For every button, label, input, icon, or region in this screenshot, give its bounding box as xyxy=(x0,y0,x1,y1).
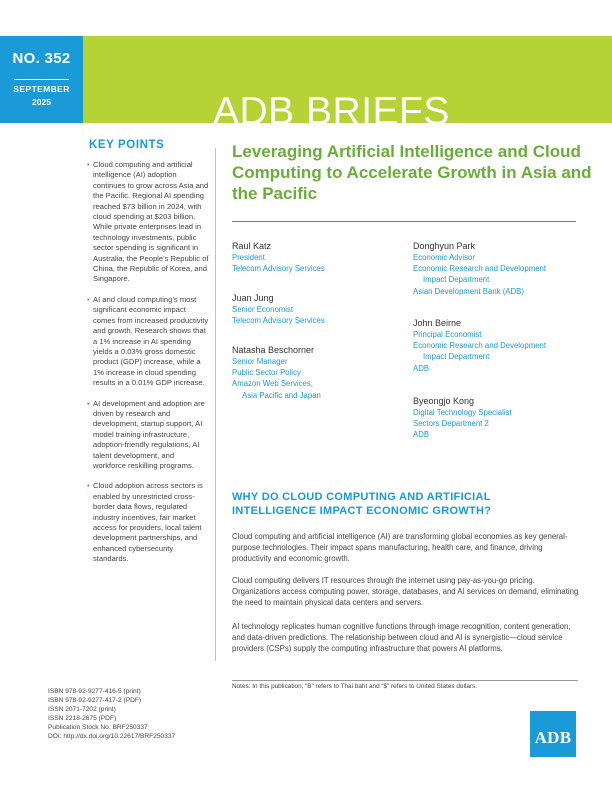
author-title: President xyxy=(232,253,265,262)
key-points-heading: KEY POINTS xyxy=(89,139,165,151)
body-paragraph: Cloud computing and artificial intelligence (AI) are transforming global economies as key general-purpose technologies. Their impact spans manufacturing, health care, and finance, driving productivity and economic growth. xyxy=(232,532,568,563)
issue-divider xyxy=(14,79,69,80)
author-affiliation: Telecom Advisory Services xyxy=(232,264,325,274)
author-affiliation: Asian Development Bank (ADB) xyxy=(413,286,524,296)
author-affiliation: Impact Department xyxy=(423,275,490,285)
stock-number: Publication Stock No. BRF250337 xyxy=(48,723,148,731)
body-paragraph: AI technology replicates human cognitive functions through image recognition, content generation, and data-driven predictions. The relationship between cloud and AI is synergistic—cloud service providers (CSPs) supply the computing infrastructure that powers AI platforms. xyxy=(232,622,571,653)
header-band xyxy=(0,36,612,133)
author-affiliation: Sectors Department 2 xyxy=(413,419,489,429)
author-affiliation: Public Sector Policy xyxy=(232,368,301,378)
author-title: Economic Advisor xyxy=(413,253,475,262)
section-heading: WHY DO CLOUD COMPUTING AND ARTIFICIAL INTELLIGENCE IMPACT ECONOMIC GROWTH? xyxy=(232,491,492,517)
author-block xyxy=(413,317,546,374)
notes-rule xyxy=(232,680,578,681)
author-name: Raul Katz xyxy=(232,241,272,251)
publication-info xyxy=(48,688,218,741)
author-title: Senior Manager xyxy=(232,357,288,366)
author-name: John Beirne xyxy=(413,318,462,328)
author-affiliation: Impact Department xyxy=(423,352,490,362)
author-affiliation: Amazon Web Services, xyxy=(232,379,313,389)
author-affiliation: ADB xyxy=(413,430,430,440)
key-point-item: • Cloud adoption across sectors is enabled by unrestricted cross-border data flows, regulated industry incentives, fair market access for providers, local talent development partnerships, and enhanced cybersecurity standards. xyxy=(87,481,209,564)
body-paragraph: Cloud computing delivers IT resources through the internet using pay-as-you-go pricing. Organizations access computing power, storage, databases, and AI services on demand, eliminating the need to maintain physical data centers and servers. xyxy=(232,576,579,607)
isbn-line: ISBN 978-92-9277-417-2 (PDF) xyxy=(48,696,142,704)
author-title: Digital Technology Specialist xyxy=(413,408,512,417)
author-name: Byeongjo Kong xyxy=(413,396,475,406)
author-block xyxy=(232,240,325,274)
author-block xyxy=(232,344,321,401)
column-divider xyxy=(215,148,216,661)
author-block xyxy=(413,240,546,297)
author-block xyxy=(232,292,325,326)
author-title: Senior Economist xyxy=(232,305,294,314)
key-points-list xyxy=(87,160,209,575)
issn-line: ISSN 2071-7202 (print) xyxy=(48,705,116,713)
author-affiliation: Economic Research and Development xyxy=(413,341,547,351)
issn-line: ISSN 2218-2675 (PDF) xyxy=(48,714,117,722)
author-block xyxy=(413,395,512,441)
issue-month: SEPTEMBER xyxy=(13,84,70,94)
doi-line: DOI: http://dx.doi.org/10.22617/BRF250337 xyxy=(48,732,176,740)
series-title: ADB BRIEFS xyxy=(213,90,450,133)
author-affiliation: Economic Research and Development xyxy=(413,264,547,274)
issue-badge xyxy=(0,36,83,123)
adb-logo xyxy=(530,711,576,757)
author-name: Donghyun Park xyxy=(413,241,476,251)
key-point-item: • AI and cloud computing’s most significant economic impact comes from increased productivity and growth. Research shows that a 1% increase in AI spending yields a 0.03% gross domestic product (GDP) increase, while a 1% increase in cloud spending results in a 0.01% GDP increase. xyxy=(87,295,209,389)
key-point-item: • Cloud computing and artificial intelligence (AI) adoption continues to grow across Asia and the Pacific. Regional AI spending reached $73 billion in 2024, with cloud spending at $203 billion. While private enterprises lead in technology investments, public sector spending is significant in Australia, the People’s Republic of China, the Republic of Korea, and Singapore. xyxy=(87,160,209,285)
issue-year: 2025 xyxy=(32,97,51,107)
isbn-line: ISBN 978-92-9277-416-5 (print) xyxy=(48,688,141,695)
author-affiliation: Telecom Advisory Services xyxy=(232,316,325,326)
key-point-item: • AI development and adoption are driven by research and development, startup support, AI model training infrastructure, adoption-friendly regulations, AI talent development, and workforce reskilling programs. xyxy=(87,399,209,472)
author-title: Principal Economist xyxy=(413,330,482,339)
issue-number: NO. 352 xyxy=(12,50,71,67)
author-name: Juan Jung xyxy=(232,293,274,303)
author-affiliation: ADB xyxy=(413,363,430,373)
title-rule xyxy=(232,221,576,222)
notes-text: Notes: In this publication, “B” refers to Thai baht and “$” refers to United States dollars. xyxy=(232,683,477,690)
brief-title: Leveraging Artificial Intelligence and Cloud Computing to Accelerate Growth in Asia and the Pacific xyxy=(232,142,592,203)
author-name: Natasha Beschorner xyxy=(232,345,315,355)
logo-text: ADB xyxy=(534,728,572,747)
author-affiliation: Asia Pacific and Japan xyxy=(242,390,321,400)
